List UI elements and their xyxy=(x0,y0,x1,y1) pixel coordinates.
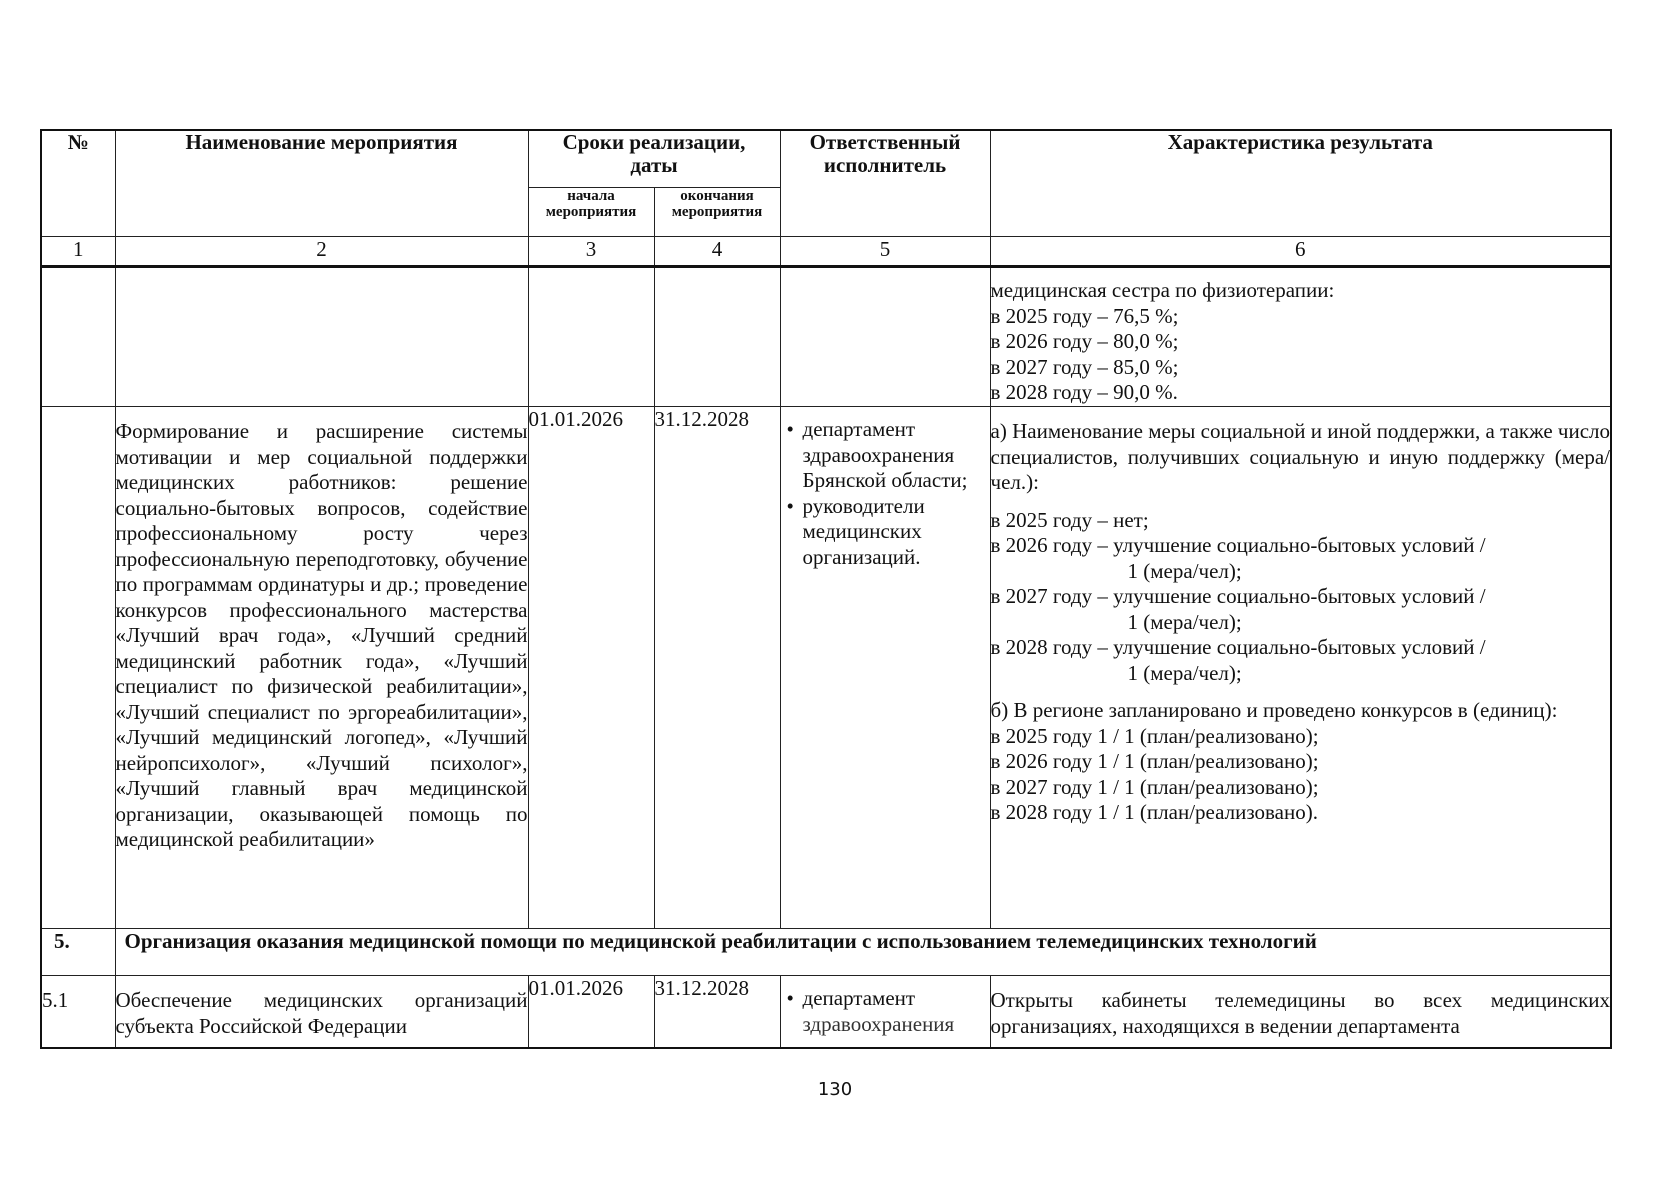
header-result: Характеристика результата xyxy=(990,130,1611,237)
header-name: Наименование мероприятия xyxy=(115,130,528,237)
cell-empty xyxy=(115,267,528,407)
section-title: Организация оказания медицинской помощи по медицинской реабилитации с использованием телемедицинских технологий xyxy=(115,929,1611,976)
responsible-cell xyxy=(780,407,990,929)
result-line: в 2028 году – улучшение социально-бытовых условий / xyxy=(990,635,1486,659)
responsible-item-text: департамент xyxy=(802,986,916,1010)
header-no: № xyxy=(41,130,115,237)
responsible-item xyxy=(787,986,984,1037)
result-line: 1 (мера/чел); xyxy=(1127,660,1242,685)
result-line: в 2026 году – улучшение социально-бытовых условий / xyxy=(990,533,1486,557)
row-number: 5.1 xyxy=(41,976,115,1048)
result-line: 1 (мера/чел); xyxy=(1127,558,1242,583)
responsible-item: • департамент здравоохранения Брянской области; xyxy=(787,417,984,494)
section-number: 5. xyxy=(41,929,115,976)
result-line: в 2028 году – 90,0 %. xyxy=(990,380,1178,404)
column-number: 1 xyxy=(41,237,115,267)
column-number: 4 xyxy=(654,237,780,267)
start-date: 01.01.2026 xyxy=(528,407,654,929)
result-cell xyxy=(990,976,1611,1048)
row-number xyxy=(41,407,115,929)
result-cell xyxy=(990,267,1611,407)
cell-empty xyxy=(654,267,780,407)
section-row xyxy=(41,929,1611,976)
result-line: в 2028 году 1 / 1 (план/реализовано). xyxy=(990,800,1318,824)
table-row xyxy=(41,407,1611,929)
activity-name xyxy=(115,976,528,1048)
result-line: 1 (мера/чел); xyxy=(1127,609,1242,634)
start-date: 01.01.2026 xyxy=(528,976,654,1048)
plan-table xyxy=(40,129,1612,1049)
column-number: 3 xyxy=(528,237,654,267)
activity-name-text: Обеспечение медицинских организаций субъекта Российской Федерации xyxy=(115,988,528,1038)
result-text: Открыты кабинеты телемедицины во всех медицинских организациях, находящихся в ведении департамента xyxy=(990,988,1611,1038)
activity-name: Формирование и расширение системы мотивации и мер социальной поддержки медицинских работников: решение социально-бытовых вопросов, содействие профессиональному росту через профессиональную переподготовку, обучение по программам ординатуры и др.; проведение конкурсов профессионального мастерства «Лучший врач года», «Лучший средний медицинский работник года», «Лучший специалист по физической реабилитации», «Лучший специалист по эргореабилитации», «Лучший медицинский логопед», «Лучший нейропсихолог», «Лучший психолог», «Лучший главный врач медицинской организации, оказывающей помощь по медицинской реабилитации» xyxy=(115,407,528,929)
result-b-heading: б) В регионе запланировано и проведено конкурсов в (единиц): xyxy=(990,698,1558,722)
header-dates: Сроки реализации, даты xyxy=(528,130,780,188)
cell-empty xyxy=(780,267,990,407)
column-number: 6 xyxy=(990,237,1611,267)
column-number: 2 xyxy=(115,237,528,267)
result-cell xyxy=(990,407,1611,929)
end-date: 31.12.2028 xyxy=(654,976,780,1048)
header-start: начала мероприятия xyxy=(528,188,654,237)
responsible-cell xyxy=(780,976,990,1048)
result-line: в 2026 году – 80,0 %; xyxy=(990,329,1179,353)
header-row xyxy=(41,130,1611,188)
result-line: в 2027 году 1 / 1 (план/реализовано); xyxy=(990,774,1319,799)
table-row xyxy=(41,976,1611,1048)
result-line: в 2025 году 1 / 1 (план/реализовано); xyxy=(990,723,1319,748)
cell-empty xyxy=(528,267,654,407)
end-date: 31.12.2028 xyxy=(654,407,780,929)
result-line: в 2027 году – улучшение социально-бытовых условий / xyxy=(990,584,1486,608)
result-line: медицинская сестра по физиотерапии: xyxy=(990,278,1335,302)
responsible-item-text-cont: здравоохранения xyxy=(802,1011,955,1036)
result-a-heading: а) Наименование меры социальной и иной поддержки, а также число специалистов, получивших социальную и иную поддержку (мера/чел.): xyxy=(990,419,1611,494)
column-number: 5 xyxy=(780,237,990,267)
responsible-item: • руководители медицинских организаций. xyxy=(787,494,984,571)
result-line: в 2027 году – 85,0 %; xyxy=(990,354,1179,379)
result-line: в 2026 году 1 / 1 (план/реализовано); xyxy=(990,749,1319,773)
result-line: в 2025 году – 76,5 %; xyxy=(990,303,1179,328)
page-number: 130 xyxy=(817,1079,853,1100)
cell-empty xyxy=(41,267,115,407)
table-row xyxy=(41,267,1611,407)
header-end: окончания мероприятия xyxy=(654,188,780,237)
header-responsible: Ответственный исполнитель xyxy=(780,130,990,237)
column-numbers-row xyxy=(41,237,1611,267)
result-line: в 2025 году – нет; xyxy=(990,507,1149,532)
